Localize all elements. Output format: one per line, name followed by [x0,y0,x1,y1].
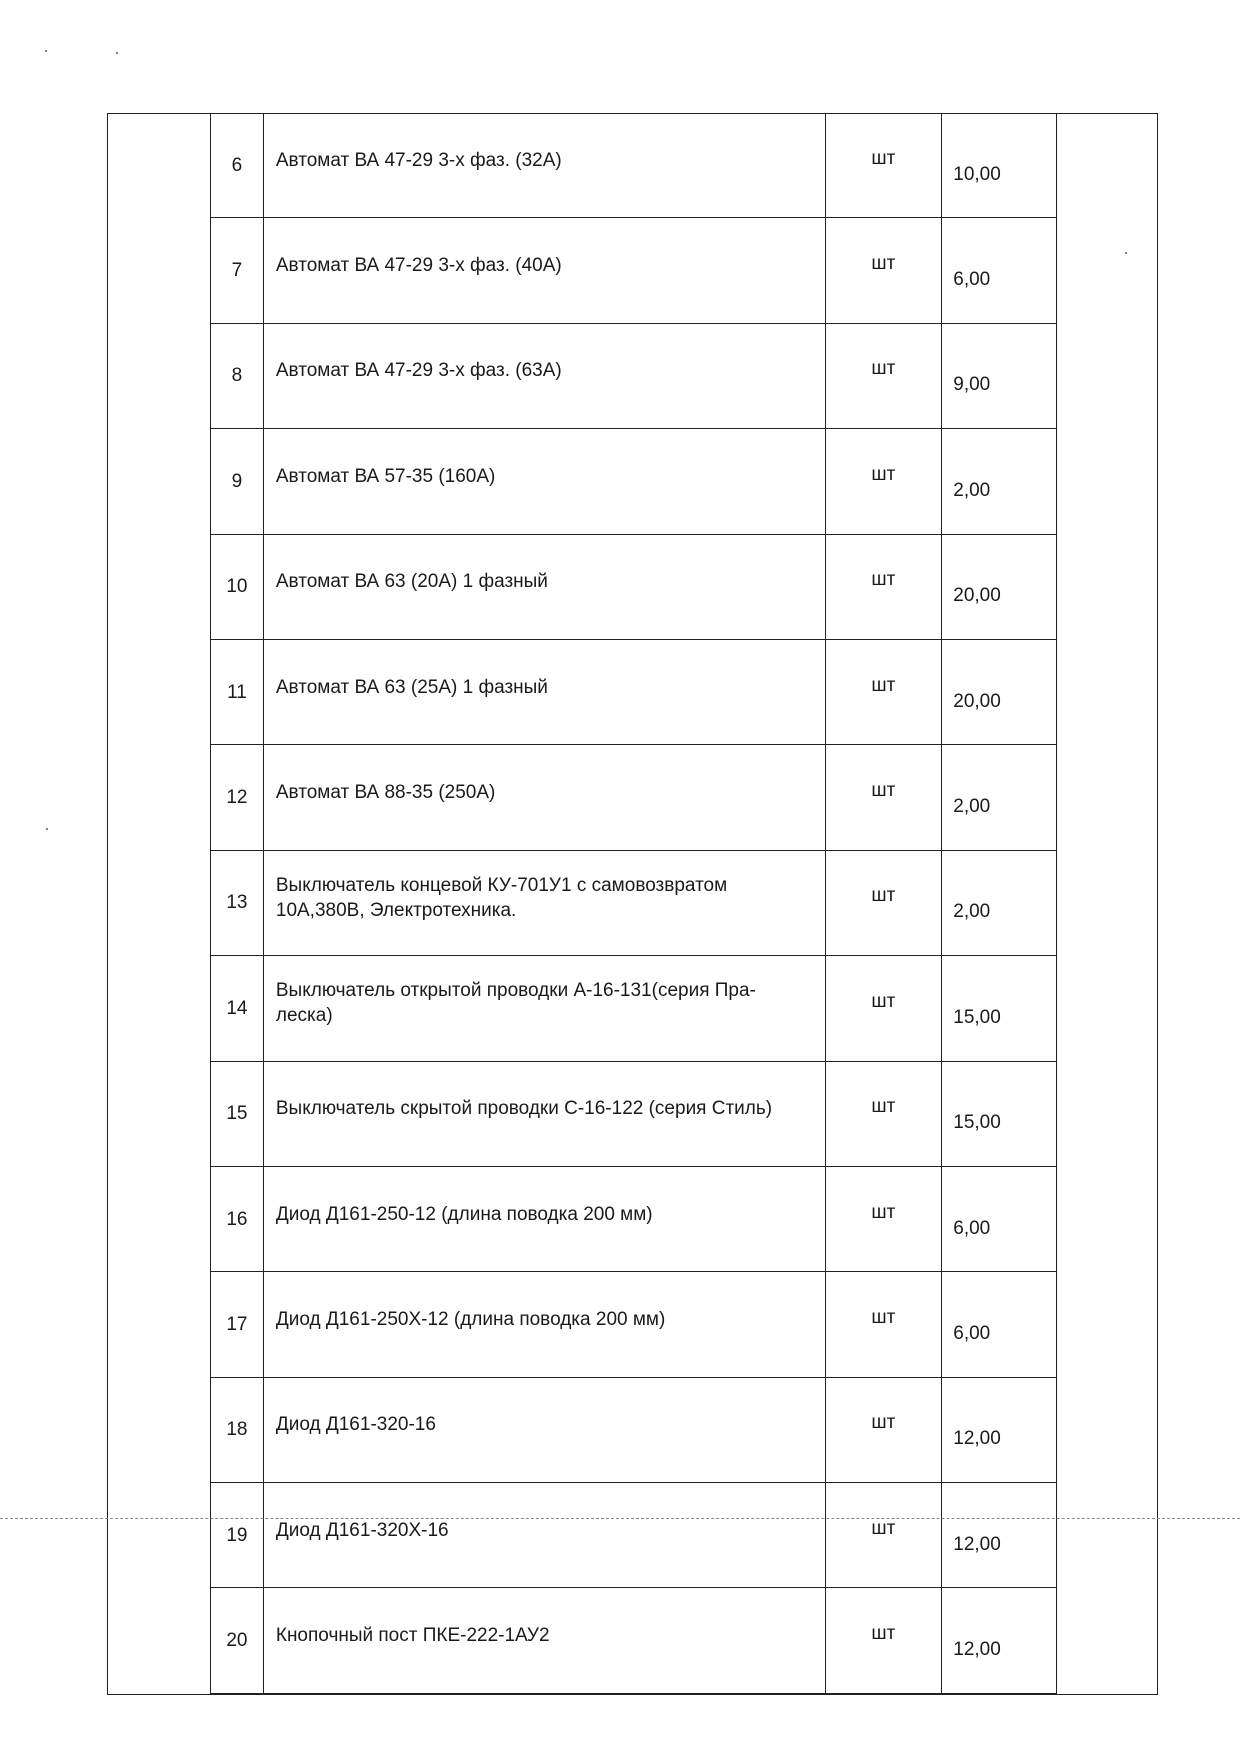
row-number: 18 [211,1378,264,1482]
item-unit: шт [826,535,943,639]
row-number: 10 [211,535,264,639]
item-quantity: 6,00 [953,1217,991,1239]
table-row [211,1483,1056,1588]
item-unit: шт [826,1167,943,1271]
scan-artifact-line [0,1518,1240,1519]
item-unit: шт [826,640,943,744]
item-unit: шт [826,745,943,849]
item-unit: шт [826,218,943,322]
row-number: 7 [211,218,264,322]
item-name: Автомат ВА 47-29 3-х фаз. (63А) [264,324,826,428]
item-name: Автомат ВА 57-35 (160А) [264,429,826,533]
table-row [211,218,1056,323]
item-quantity: 15,00 [953,1112,1001,1134]
scan-speck [46,828,48,830]
row-number: 14 [211,956,264,1060]
row-number: 17 [211,1272,264,1376]
row-number: 8 [211,324,264,428]
item-name: Выключатель открытой проводки А-16-131(серия Пра-леска) [264,956,826,1060]
row-number: 19 [211,1483,264,1587]
scan-speck [45,50,47,52]
table-row [211,640,1056,745]
row-number: 13 [211,851,264,955]
item-name: Автомат ВА 47-29 3-х фаз. (32А) [264,113,826,217]
item-name: Выключатель концевой КУ-701У1 с самовозвратом 10А,380В, Электротехника. [264,851,826,955]
item-quantity: 2,00 [953,479,991,501]
item-quantity: 10,00 [953,163,1001,185]
scan-speck [116,52,118,54]
item-name: Диод Д161-320Х-16 [264,1483,826,1587]
item-name: Автомат ВА 63 (20А) 1 фазный [264,535,826,639]
item-unit: шт [826,956,943,1060]
item-quantity: 12,00 [953,1533,1001,1555]
item-quantity: 12,00 [953,1428,1001,1450]
item-unit: шт [826,1588,943,1692]
row-number: 16 [211,1167,264,1271]
item-quantity: 9,00 [953,374,991,396]
table-row [211,113,1056,218]
item-name: Выключатель скрытой проводки С-16-122 (серия Стиль) [264,1062,826,1166]
item-quantity: 6,00 [953,1322,991,1344]
item-unit: шт [826,851,943,955]
table-row [211,1167,1056,1272]
item-unit: шт [826,324,943,428]
scan-speck [1125,252,1127,254]
row-number: 15 [211,1062,264,1166]
item-quantity: 6,00 [953,269,991,291]
item-quantity: 2,00 [953,796,991,818]
row-number: 11 [211,640,264,744]
item-unit: шт [826,1062,943,1166]
table-row [211,429,1056,534]
item-name: Диод Д161-320-16 [264,1378,826,1482]
table-row [211,851,1056,956]
table-row [211,956,1056,1061]
row-number: 12 [211,745,264,849]
table-row [211,745,1056,850]
items-table [210,113,1057,1694]
table-row [211,1062,1056,1167]
table-row [211,535,1056,640]
table-row [211,1272,1056,1377]
item-quantity: 15,00 [953,1006,1001,1028]
item-unit: шт [826,429,943,533]
item-unit: шт [826,1378,943,1482]
item-unit: шт [826,1272,943,1376]
table-row [211,1588,1056,1693]
item-name: Диод Д161-250-12 (длина поводка 200 мм) [264,1167,826,1271]
row-number: 9 [211,429,264,533]
item-quantity: 20,00 [953,585,1001,607]
row-number: 6 [211,113,264,217]
row-number: 20 [211,1588,264,1692]
item-name: Автомат ВА 63 (25А) 1 фазный [264,640,826,744]
item-name: Диод Д161-250Х-12 (длина поводка 200 мм) [264,1272,826,1376]
item-quantity: 12,00 [953,1639,1001,1661]
table-row [211,1378,1056,1483]
item-name: Кнопочный пост ПКЕ-222-1АУ2 [264,1588,826,1692]
item-unit: шт [826,113,943,217]
table-row [211,324,1056,429]
item-quantity: 2,00 [953,901,991,923]
item-quantity: 20,00 [953,690,1001,712]
item-unit: шт [826,1483,943,1587]
item-name: Автомат ВА 88-35 (250А) [264,745,826,849]
item-name: Автомат ВА 47-29 3-х фаз. (40А) [264,218,826,322]
